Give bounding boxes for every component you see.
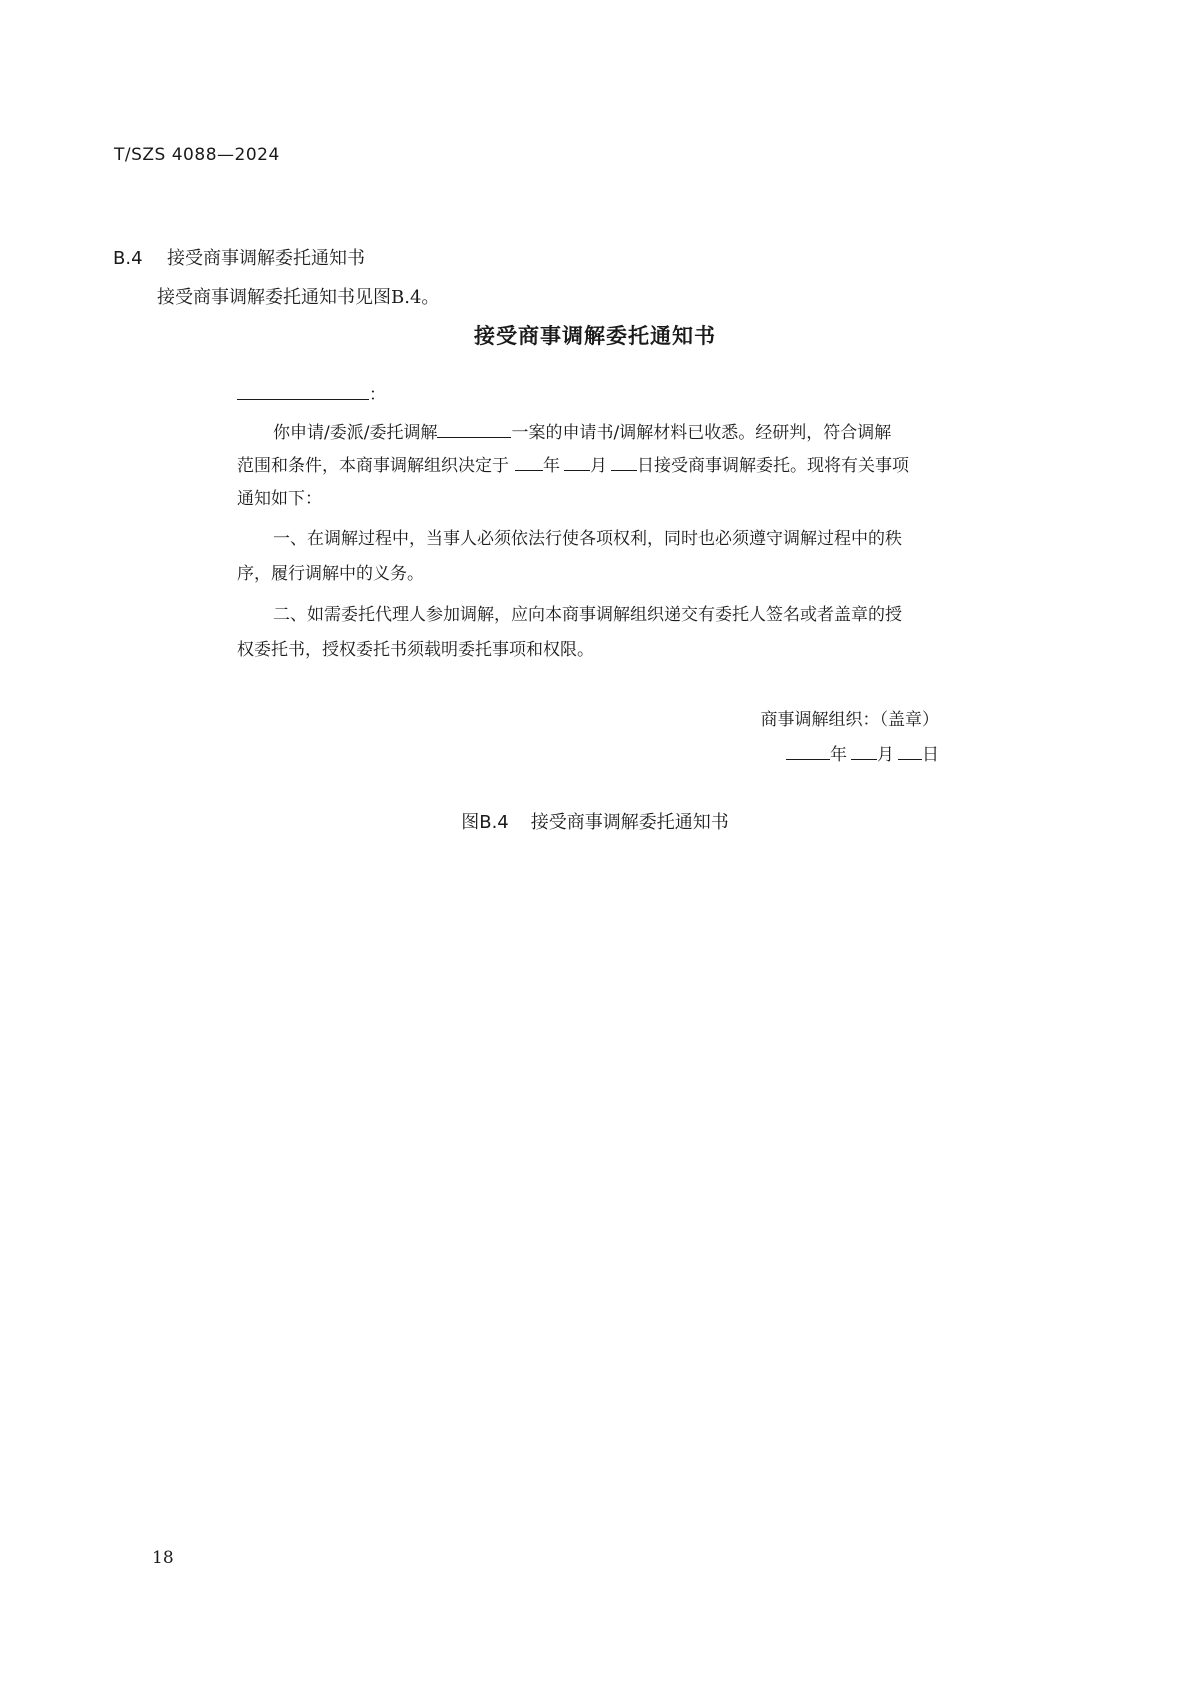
case-name-blank <box>437 421 511 438</box>
figure-caption-label: 图B.4 <box>461 812 509 833</box>
figure-caption-title: 接受商事调解委托通知书 <box>530 812 729 833</box>
paragraph-2-line-2: 序，履行调解中的义务。 <box>237 564 424 584</box>
section-title: 接受商事调解委托通知书 <box>167 248 365 269</box>
paragraph-2-line-1: 一、在调解过程中，当事人必须依法行使各项权利，同时也必须遵守调解过程中的秩 <box>273 529 902 549</box>
month-blank <box>564 454 590 471</box>
figure-caption <box>0 808 1190 834</box>
addressee-blank <box>237 383 369 400</box>
section-intro: 接受商事调解委托通知书见图B.4。 <box>157 287 440 308</box>
date-year-blank <box>786 743 830 760</box>
addressee-line: ： <box>237 380 386 405</box>
paragraph-3-line-1: 二、如需委托代理人参加调解，应向本商事调解组织递交有委托人签名或者盖章的授 <box>273 605 902 625</box>
form-title: 接受商事调解委托通知书 <box>474 324 716 348</box>
section-number: B.4 <box>113 248 143 269</box>
page-number: 18 <box>152 1548 174 1568</box>
signature-date: 年 月 日 <box>786 740 939 765</box>
date-day-blank <box>898 743 922 760</box>
paragraph-1-line-3: 通知如下： <box>237 489 322 509</box>
paragraph-1-line-2: 范围和条件，本商事调解组织决定于 年 月 日接受商事调解委托。现将有关事项 <box>237 456 909 476</box>
section-heading <box>113 244 365 270</box>
day-blank <box>611 454 637 471</box>
paragraph-1-line-1: 你申请/委派/委托调解 一案的申请书/调解材料已收悉。经研判，符合调解 <box>273 423 892 443</box>
signature-organization: 商事调解组织：（盖章） <box>760 710 939 730</box>
paragraph-3-line-2: 权委托书，授权委托书须载明委托事项和权限。 <box>237 640 594 660</box>
document-code: T/SZS 4088—2024 <box>114 145 280 165</box>
year-blank <box>515 454 543 471</box>
date-month-blank <box>851 743 877 760</box>
